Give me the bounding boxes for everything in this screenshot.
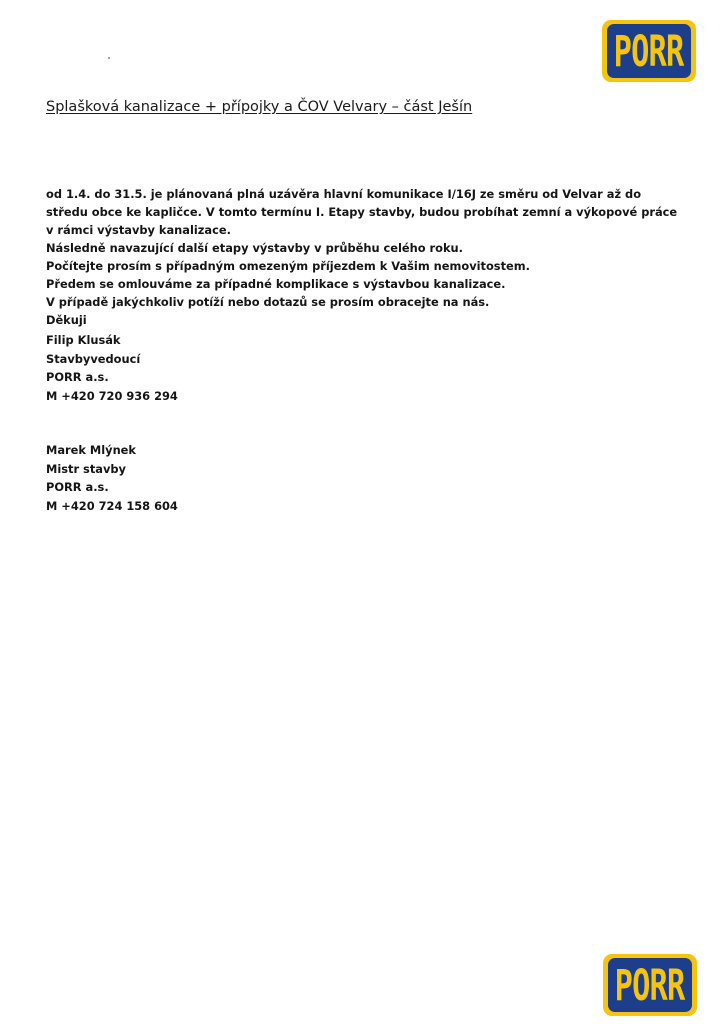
porr-logo-text: PORR xyxy=(614,26,684,76)
closing-thanks: Děkuji xyxy=(46,313,87,327)
porr-logo-top xyxy=(602,20,696,82)
announcement-body xyxy=(46,185,686,329)
porr-logo-badge xyxy=(608,958,692,1012)
body-paragraph: Následně navazující další etapy výstavby v průběhu celého roku. xyxy=(46,241,463,255)
contact-block-foreman xyxy=(46,441,178,515)
body-paragraph: V případě jakýchkoliv potíží nebo dotazů se prosím obracejte na nás. xyxy=(46,295,490,309)
contact-company: PORR a.s. xyxy=(46,370,109,384)
contact-phone: M +420 724 158 604 xyxy=(46,498,178,513)
contact-company: PORR a.s. xyxy=(46,480,109,494)
body-paragraph: od 1.4. do 31.5. je plánovaná plná uzávěra hlavní komunikace I/16J ze směru od Velvar až do středu obce ke kapličce. V tomto termínu I. Etapy stavby, budou probíhat zemní a výkopové práce v rámci výstavby kanalizace. xyxy=(46,187,678,237)
contact-phone: M +420 720 936 294 xyxy=(46,388,178,403)
contact-role: Mistr stavby xyxy=(46,461,126,476)
body-paragraph: Počítejte prosím s případným omezeným příjezdem k Vašim nemovitostem. xyxy=(46,259,530,273)
porr-logo-badge xyxy=(607,24,691,78)
contact-role: Stavbyvedoucí xyxy=(46,351,141,366)
scan-speck xyxy=(108,57,110,59)
body-paragraph: Předem se omlouváme za případné komplikace s výstavbou kanalizace. xyxy=(46,277,506,291)
contact-block-site-manager xyxy=(46,331,178,405)
contact-name: Marek Mlýnek xyxy=(46,443,136,457)
porr-logo-text: PORR xyxy=(615,960,685,1010)
contact-name: Filip Klusák xyxy=(46,333,121,347)
document-title: Splašková kanalizace + přípojky a ČOV Velvary – část Ješín xyxy=(46,99,473,115)
porr-logo-bottom xyxy=(603,954,697,1016)
